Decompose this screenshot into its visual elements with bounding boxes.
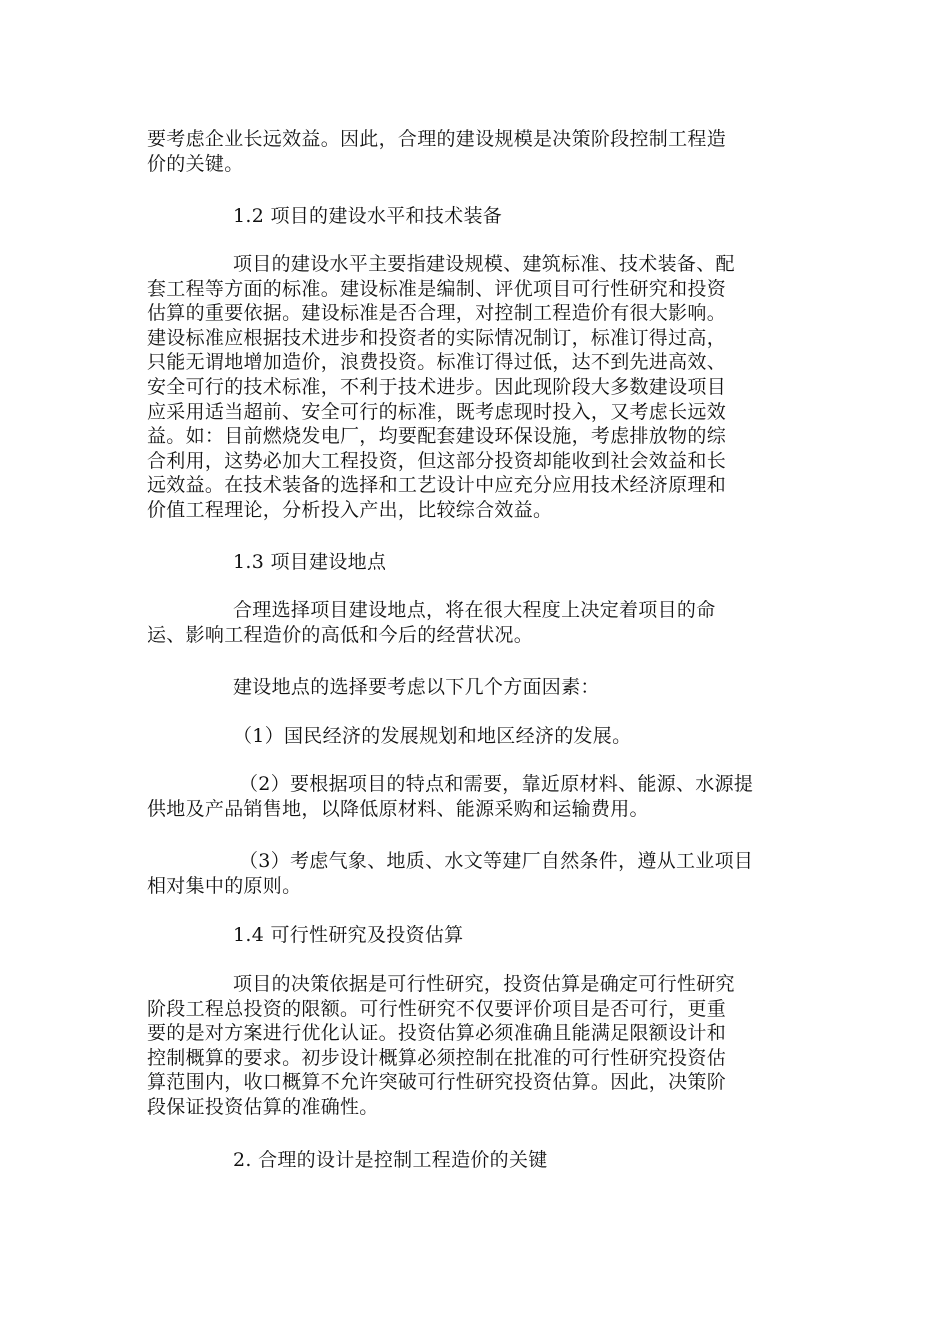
section-heading-2: 2. 合理的设计是控制工程造价的关键 xyxy=(233,1149,548,1171)
paragraph-1-4: 项目的决策依据是可行性研究，投资估算是确定可行性研究 阶段工程总投资的限额。可行性研究不仅要评价项目是否可行，更重 要的是对方案进行优化认证。投资估算必须准确且能满足限额设计和 控制概算的要求。初步设计概算必须控制在批准的可行性研究投资估 算范围内，收口概算不允许突破可行性研究投资估算。因此，决策阶 段保证投资估算的准确性。 xyxy=(147,973,735,1118)
section-heading-1-3: 1.3 项目建设地点 xyxy=(233,551,387,573)
section-heading-1-4: 1.4 可行性研究及投资估算 xyxy=(233,924,464,946)
section-heading-1-2: 1.2 项目的建设水平和技术装备 xyxy=(233,205,503,227)
paragraph-1-3-b: 建设地点的选择要考虑以下几个方面因素： xyxy=(233,676,600,698)
list-item-1: （1）国民经济的发展规划和地区经济的发展。 xyxy=(233,725,632,747)
paragraph-1-2: 项目的建设水平主要指建设规模、建筑标准、技术装备、配 套工程等方面的标准。建设标准是编制、评优项目可行性研究和投资 估算的重要依据。建设标准是否合理，对控制工程造价有很大影响。 建设标准应根据技术进步和投资者的实际情况制订，标准订得过高， 只能无谓地增加造价，浪费投资。标准订得过低，达不到先进高效、 安全可行的技术标准，不利于技术进步。因此现阶段大多数建设项目 应采用适当超前、安全可行的标准，既考虑现时投入，又考虑长远效 益。如：目前燃烧发电厂，均要配套建设环保设施，考虑排放物的综 合利用，这势必加大工程投资，但这部分投资却能收到社会效益和长 远效益。在技术装备的选择和工艺设计中应充分应用技术经济原理和 价值工程理论，分析投入产出，比较综合效益。 xyxy=(147,253,735,521)
list-item-2: （2）要根据项目的特点和需要，靠近原材料、能源、水源提 供地及产品销售地，以降低原材料、能源采购和运输费用。 xyxy=(147,773,754,820)
list-item-3: （3）考虑气象、地质、水文等建厂自然条件，遵从工业项目 相对集中的原则。 xyxy=(147,850,754,897)
paragraph-1-3-a: 合理选择项目建设地点，将在很大程度上决定着项目的命 运、影响工程造价的高低和今后的经营状况。 xyxy=(147,599,716,646)
intro-paragraph: 要考虑企业长远效益。因此，合理的建设规模是决策阶段控制工程造 价的关键。 xyxy=(147,128,727,175)
